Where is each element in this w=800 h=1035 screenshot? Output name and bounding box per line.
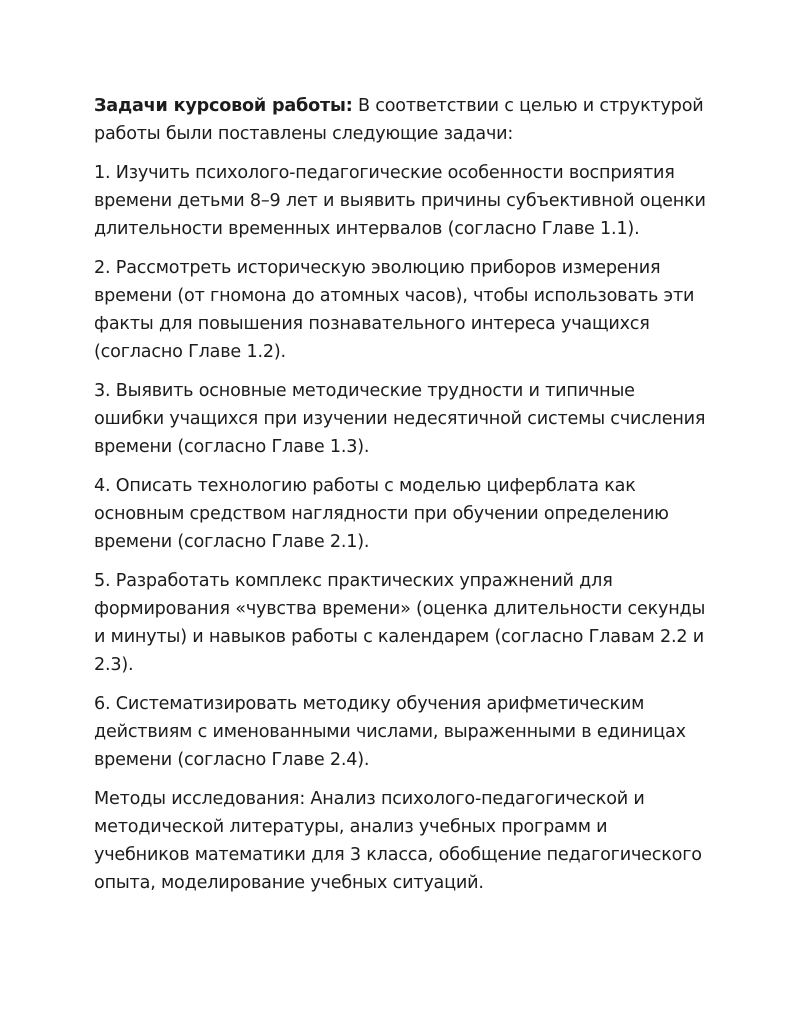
task-item-5: 5. Разработать комплекс практических упражнений для формирования «чувства времени» (оценка длительности секунды и минуты) и навыков работы с календарем (согласно Главам 2.2 и 2.3). (94, 571, 706, 675)
document-body (94, 92, 706, 908)
task-item-3: 3. Выявить основные методические трудности и типичные ошибки учащихся при изучении недесятичной системы счисления времени (согласно Главе 1.3). (94, 381, 706, 457)
task-item-6: 6. Систематизировать методику обучения арифметическим действиям с именованными числами, выраженными в единицах времени (согласно Главе 2.4). (94, 694, 686, 770)
intro-paragraph (94, 92, 706, 148)
task-item-4: 4. Описать технологию работы с моделью циферблата как основным средством наглядности при обучении определению времени (согласно Главе 2.1). (94, 476, 669, 552)
intro-heading: Задачи курсовой работы: (94, 96, 353, 116)
task-item-2: 2. Рассмотреть историческую эволюцию приборов измерения времени (от гномона до атомных часов), чтобы использовать эти факты для повышения познавательного интереса учащихся (согласно Главе 1.2). (94, 258, 695, 362)
methods-paragraph: Методы исследования: Анализ психолого-педагогической и методической литературы, анализ учебных программ и учебников математики для 3 класса, обобщение педагогического опыта, моделирование учебных ситуаций. (94, 789, 702, 893)
intro-text: В соответствии с целью и структурой работы были поставлены следующие задачи: (94, 96, 704, 144)
task-item-1: 1. Изучить психолого-педагогические особенности восприятия времени детьми 8–9 лет и выявить причины субъективной оценки длительности временных интервалов (согласно Главе 1.1). (94, 163, 706, 239)
